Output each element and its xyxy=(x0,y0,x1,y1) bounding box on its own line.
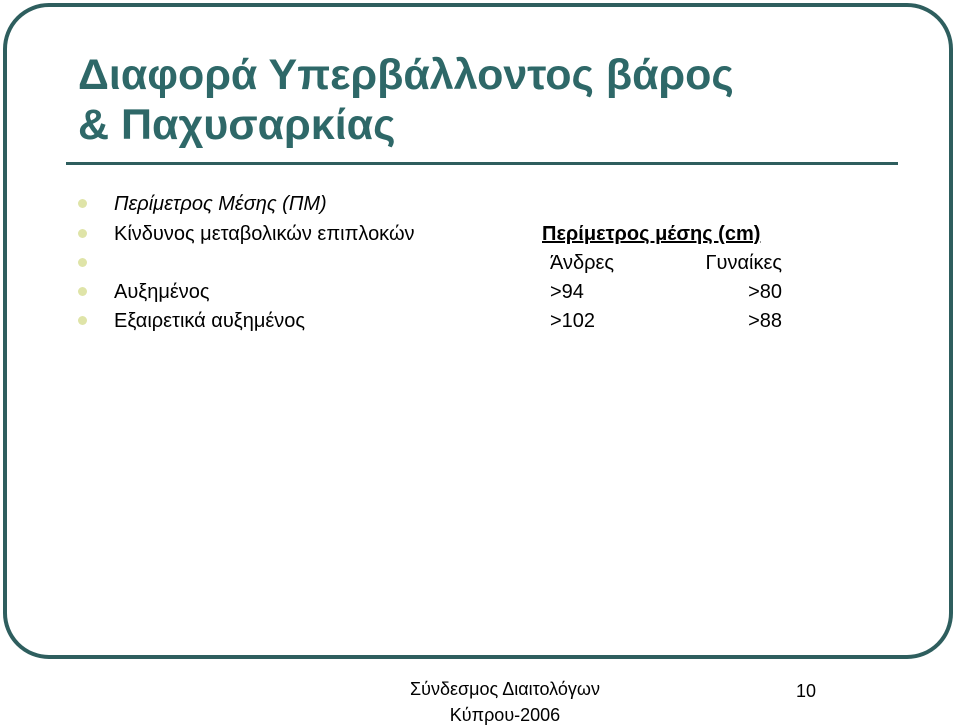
waist-header: Περίμετρος μέσης (cm) xyxy=(542,223,761,245)
title-line-1: Διαφορά Υπερβάλλοντος βάρος xyxy=(78,51,734,99)
bullet-dot xyxy=(78,258,87,267)
bullet-dot xyxy=(78,199,87,208)
bullet-label: Περίμετρος Μέσης (ΠΜ) xyxy=(114,193,327,215)
page-number: 10 xyxy=(796,681,817,701)
bullet-column-headers xyxy=(78,249,782,277)
men-value: >94 xyxy=(550,281,584,303)
men-value: >102 xyxy=(550,310,596,332)
title-line-2: & Παχυσαρκίας xyxy=(78,101,396,149)
title-divider xyxy=(66,162,898,165)
bullet-dot xyxy=(78,316,87,325)
bullet-label: Εξαιρετικά αυξημένος xyxy=(114,310,306,332)
bullet-label: Κίνδυνος μεταβολικών επιπλοκών xyxy=(114,223,415,245)
bullet-label: Αυξημένος xyxy=(114,281,210,303)
women-value: >80 xyxy=(748,281,782,303)
women-value: >88 xyxy=(748,310,782,332)
bullet-dot xyxy=(78,287,87,296)
men-column-header: Άνδρες xyxy=(550,252,615,274)
bullet-greatly-increased xyxy=(78,307,782,335)
slide-title xyxy=(78,50,734,150)
bullet-metabolic-risk xyxy=(78,220,778,248)
slide-footer: Σύνδεσμος Διαιτολόγων Κύπρου-2006 xyxy=(410,679,600,725)
women-column-header: Γυναίκες xyxy=(705,252,782,274)
bullet-waist-circumference xyxy=(78,190,778,218)
bullet-dot xyxy=(78,229,87,238)
bullet-increased xyxy=(78,278,782,306)
